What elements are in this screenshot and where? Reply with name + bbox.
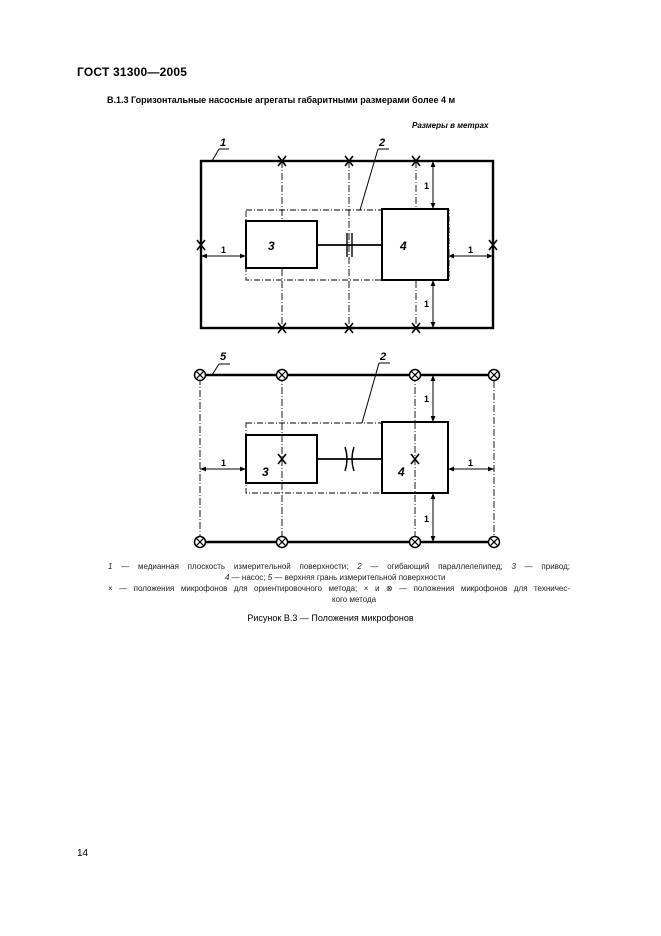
dim-left-bottom: 1 (221, 458, 227, 468)
legend-line-3: × — положения микрофонов для ориентировочного метода; × и ⊗ — положения микрофонов для техничес- (108, 584, 570, 593)
standard-number: ГОСТ 31300—2005 (77, 65, 188, 79)
drive-label: 3 (268, 239, 275, 253)
page-number: 14 (77, 848, 89, 859)
legend-line-2: 4 — насос; 5 — верхняя грань измерительной поверхности (225, 573, 446, 582)
dimensions-note: Размеры в метрах (412, 121, 489, 130)
top-diagram (197, 137, 497, 333)
pump-box (382, 209, 448, 280)
callout-envelope-bottom: 2 (380, 351, 387, 363)
bottom-diagram (195, 351, 500, 548)
legend-line-4: кого метода (332, 595, 377, 604)
figure-caption: Рисунок В.3 — Положения микрофонов (247, 613, 414, 623)
dim-right: 1 (468, 245, 474, 255)
dim-top-bottom: 1 (424, 394, 430, 404)
callout-envelope: 2 (379, 137, 386, 149)
pump-label-bottom: 4 (398, 465, 405, 479)
legend-line-1: 1 — медианная плоскость измерительной поверхности; 2 — огибающий параллелепипед; 3 — привод; (108, 562, 570, 571)
dim-left: 1 (221, 245, 227, 255)
pump-label: 4 (400, 239, 407, 253)
callout-surface: 1 (220, 137, 227, 149)
section-title: В.1.3 Горизонтальные насосные агрегаты габаритными размерами более 4 м (107, 95, 456, 105)
callout-top-face: 5 (220, 351, 227, 363)
dim-top: 1 (424, 181, 430, 191)
dim-bottom: 1 (424, 299, 430, 309)
dim-bottom-bottom: 1 (424, 514, 430, 524)
drive-label-bottom: 3 (262, 465, 269, 479)
drive-box (246, 221, 317, 268)
dim-right-bottom: 1 (468, 458, 474, 468)
